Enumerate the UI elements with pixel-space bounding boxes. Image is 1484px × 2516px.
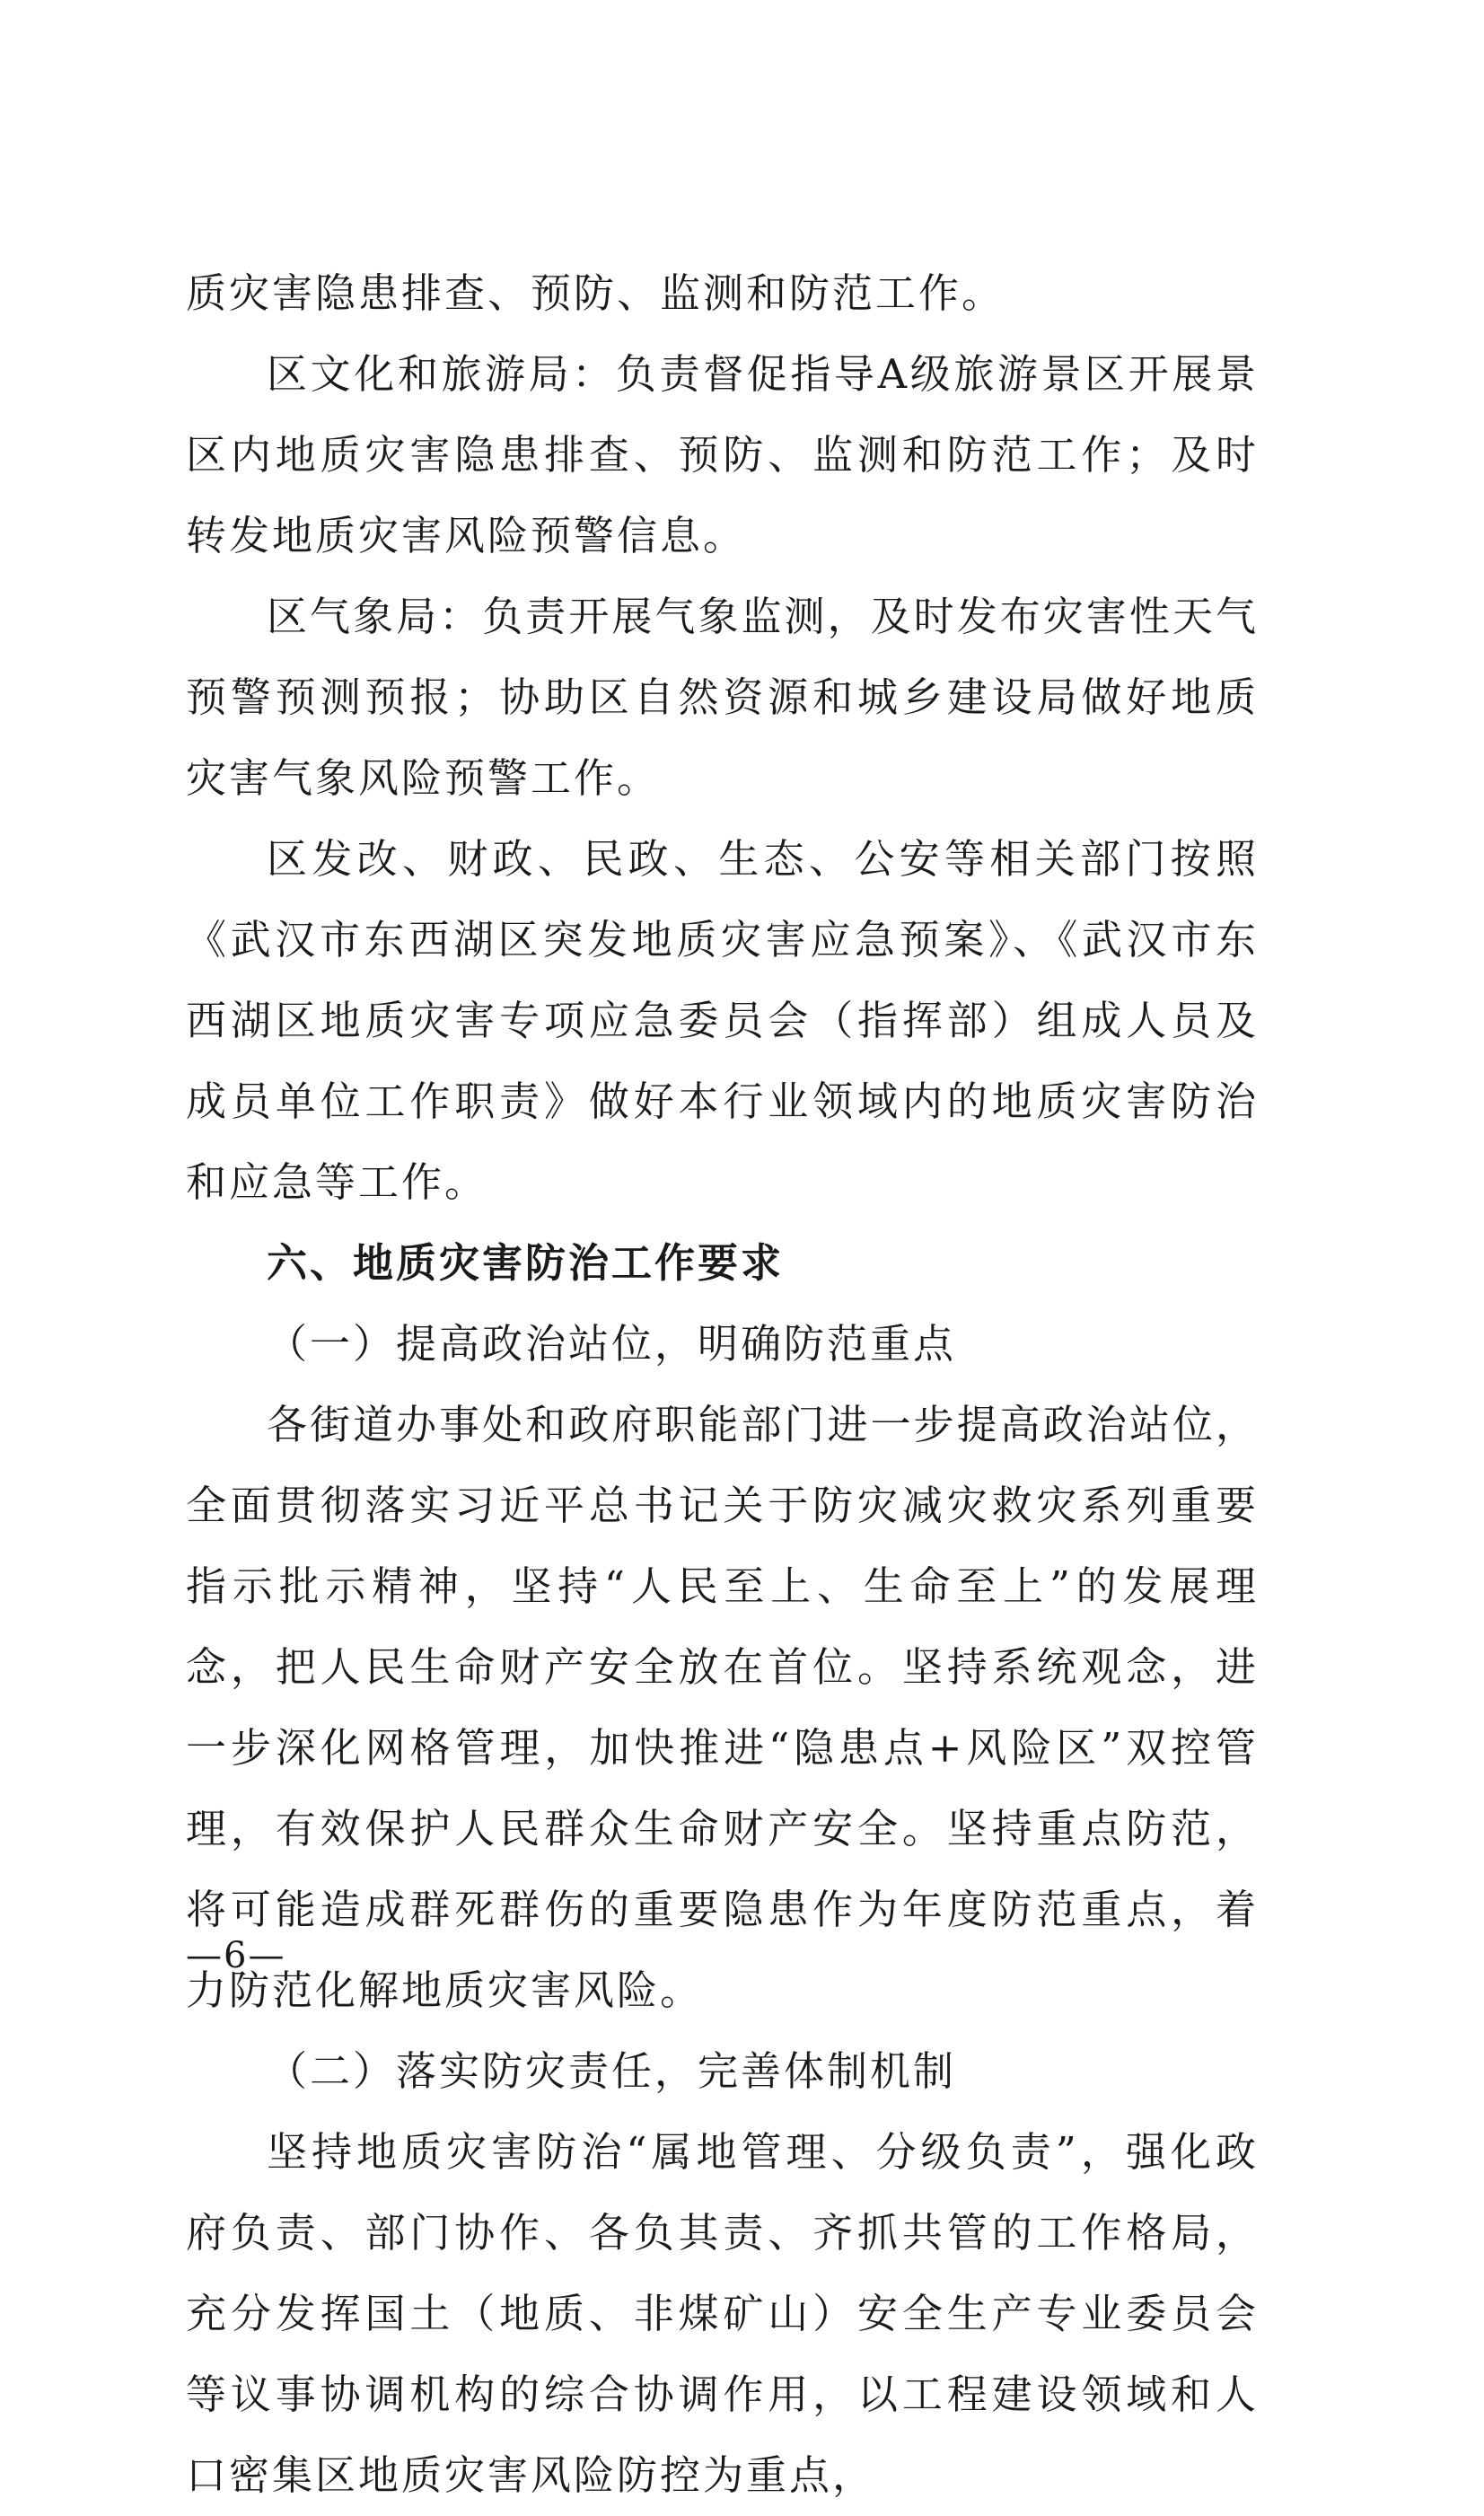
paragraph-continuation: 质灾害隐患排查、预防、监测和防范工作。 — [186, 269, 1005, 317]
paragraph-political-stance: 各街道办事处和政府职能部门进一步提高政治站位，全面贯彻落实习近平总书记关于防灾减灾救灾系列重要指示批示精神，坚持“人民至上、生命至上”的发展理念，把人民生命财产安全放在首位。坚持系统观念，进一步深化网格管理，加快推进“隐患点+风险区”双控管理，有效保护人民群众生命财产安全。坚持重点防范，将可能造成群死群伤的重要隐患作为年度防范重点，着力防范化解地质灾害风险。 — [186, 1401, 1259, 2014]
paragraph-meteorological-bureau: 区气象局：负责开展气象监测，及时发布灾害性天气预警预测预报；协助区自然资源和城乡建设局做好地质灾害气象风险预警工作。 — [186, 593, 1259, 802]
section-heading-requirements: 六、地质灾害防治工作要求 — [267, 1239, 785, 1287]
subsection-heading-2: （二）落实防灾责任，完善体制机制 — [267, 2047, 957, 2095]
subsection-heading-1: （一）提高政治站位，明确防范重点 — [267, 1320, 957, 1368]
document-body — [186, 253, 1259, 2516]
page-number: —6— — [186, 1935, 286, 1976]
paragraph-related-departments: 区发改、财政、民政、生态、公安等相关部门按照《武汉市东西湖区突发地质灾害应急预案》、《武汉市东西湖区地质灾害专项应急委员会（指挥部）组成人员及成员单位工作职责》做好本行业领域内的地质灾害防治和应急等工作。 — [186, 835, 1259, 1206]
paragraph-responsibility: 坚持地质灾害防治“属地管理、分级负责”，强化政府负责、部门协作、各负其责、齐抓共管的工作格局，充分发挥国土（地质、非煤矿山）安全生产专业委员会等议事协调机构的综合协调作用，以工程建设领域和人口密集区地质灾害风险防控为重点， — [186, 2128, 1259, 2499]
paragraph-culture-tourism-bureau: 区文化和旅游局：负责督促指导A级旅游景区开展景区内地质灾害隐患排查、预防、监测和防范工作；及时转发地质灾害风险预警信息。 — [186, 350, 1259, 559]
